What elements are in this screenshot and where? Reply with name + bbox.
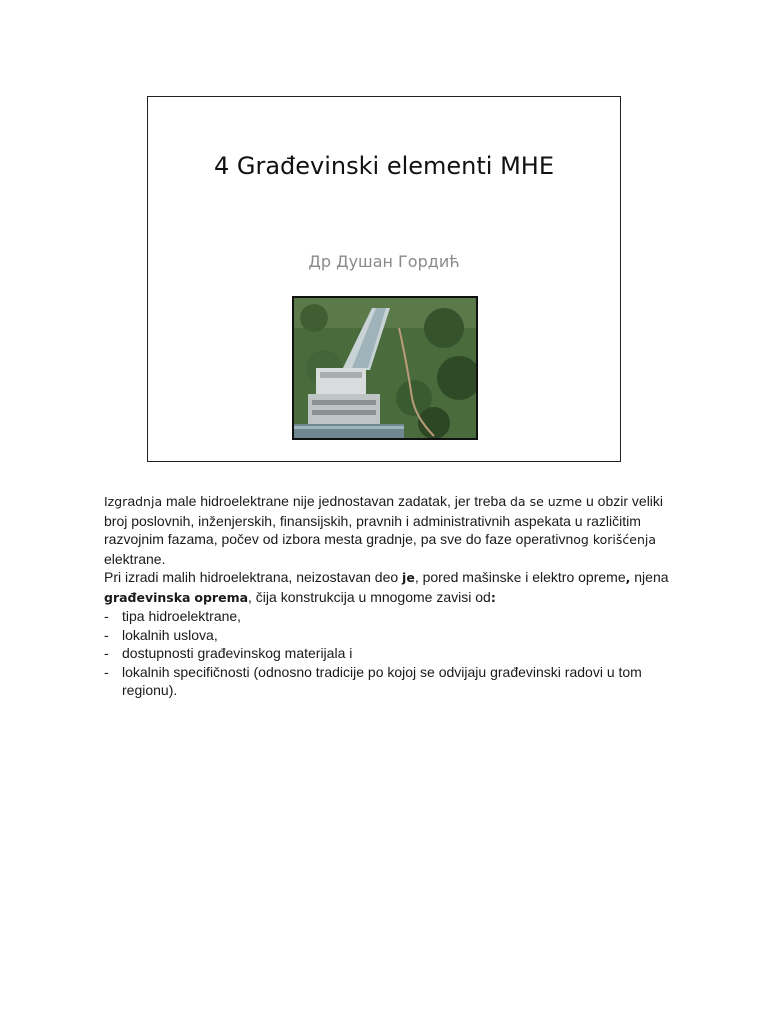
paragraph-equipment-text-4: njena	[630, 569, 669, 585]
paragraph-equipment-comma: ,	[625, 570, 631, 585]
list-item	[104, 663, 684, 700]
factor-list	[104, 607, 684, 700]
list-item-text: lokalnih uslova,	[122, 626, 218, 643]
paragraph-equipment	[104, 568, 684, 607]
paragraph-intro-phrase: da se uzme	[510, 494, 583, 509]
paragraph-intro-text-2: u obzir veliki broj poslovnih, inženjerskih, finansijskih, pravnih i administrativnih aspekata u različitim razvojnim fazama, počev od izbora mesta gradnje, pa sve do faze operativn	[104, 493, 664, 547]
list-item	[104, 607, 684, 626]
list-dash: -	[104, 645, 109, 661]
paragraph-intro-word: Izgr	[104, 494, 128, 509]
paragraph-equipment-colon: :	[490, 589, 496, 605]
list-item-text: lokalnih specifičnosti (odnosno tradicije po kojoj se odvijaju građevinski radovi u tom regionu).	[122, 663, 642, 698]
paragraph-equipment-text: Pri izradi malih hidroelektrana, neizostavan deo	[104, 569, 403, 585]
slide-author: Др Душан Гордић	[308, 252, 460, 271]
paragraph-intro-word-end: dnja	[135, 494, 163, 509]
list-item-text: tipa hidroelektrane,	[122, 608, 242, 624]
paragraph-intro-text-3: elektrane.	[104, 550, 166, 567]
list-item-text: dostupnosti građevinskog materijala i	[122, 645, 353, 661]
list-item	[104, 626, 684, 645]
paragraph-equipment-keyword: građevinska	[104, 589, 191, 605]
hydropower-plant-image	[294, 298, 476, 438]
paragraph-equipment-text-3: i elektro opreme	[521, 569, 626, 585]
paragraph-intro-phrase-2: og korišćenja	[573, 532, 657, 547]
slide-title: 4 Građevinski elementi MHE	[213, 152, 555, 180]
list-dash: -	[104, 626, 109, 643]
list-dash: -	[104, 663, 109, 680]
paragraph-equipment-letter: e	[513, 570, 522, 585]
paragraph-intro-text: male hidroelektrane nije jednostavan zadatak, jer treba	[162, 493, 510, 509]
hydropower-plant-photo	[292, 296, 478, 440]
paragraph-equipment-text-2: , pored mašinsk	[414, 569, 514, 585]
presentation-slide	[147, 96, 621, 462]
paragraph-intro-letter: a	[127, 493, 136, 509]
paragraph-equipment-keyword-2: oprema	[194, 589, 249, 605]
paragraph-intro	[104, 492, 684, 568]
list-dash: -	[104, 608, 109, 624]
paragraph-equipment-text-5: , čija konstrukcija u mnogome zavisi od	[248, 588, 491, 605]
paragraph-equipment-word: je	[402, 570, 415, 585]
body-text	[104, 492, 684, 700]
list-item	[104, 644, 684, 663]
